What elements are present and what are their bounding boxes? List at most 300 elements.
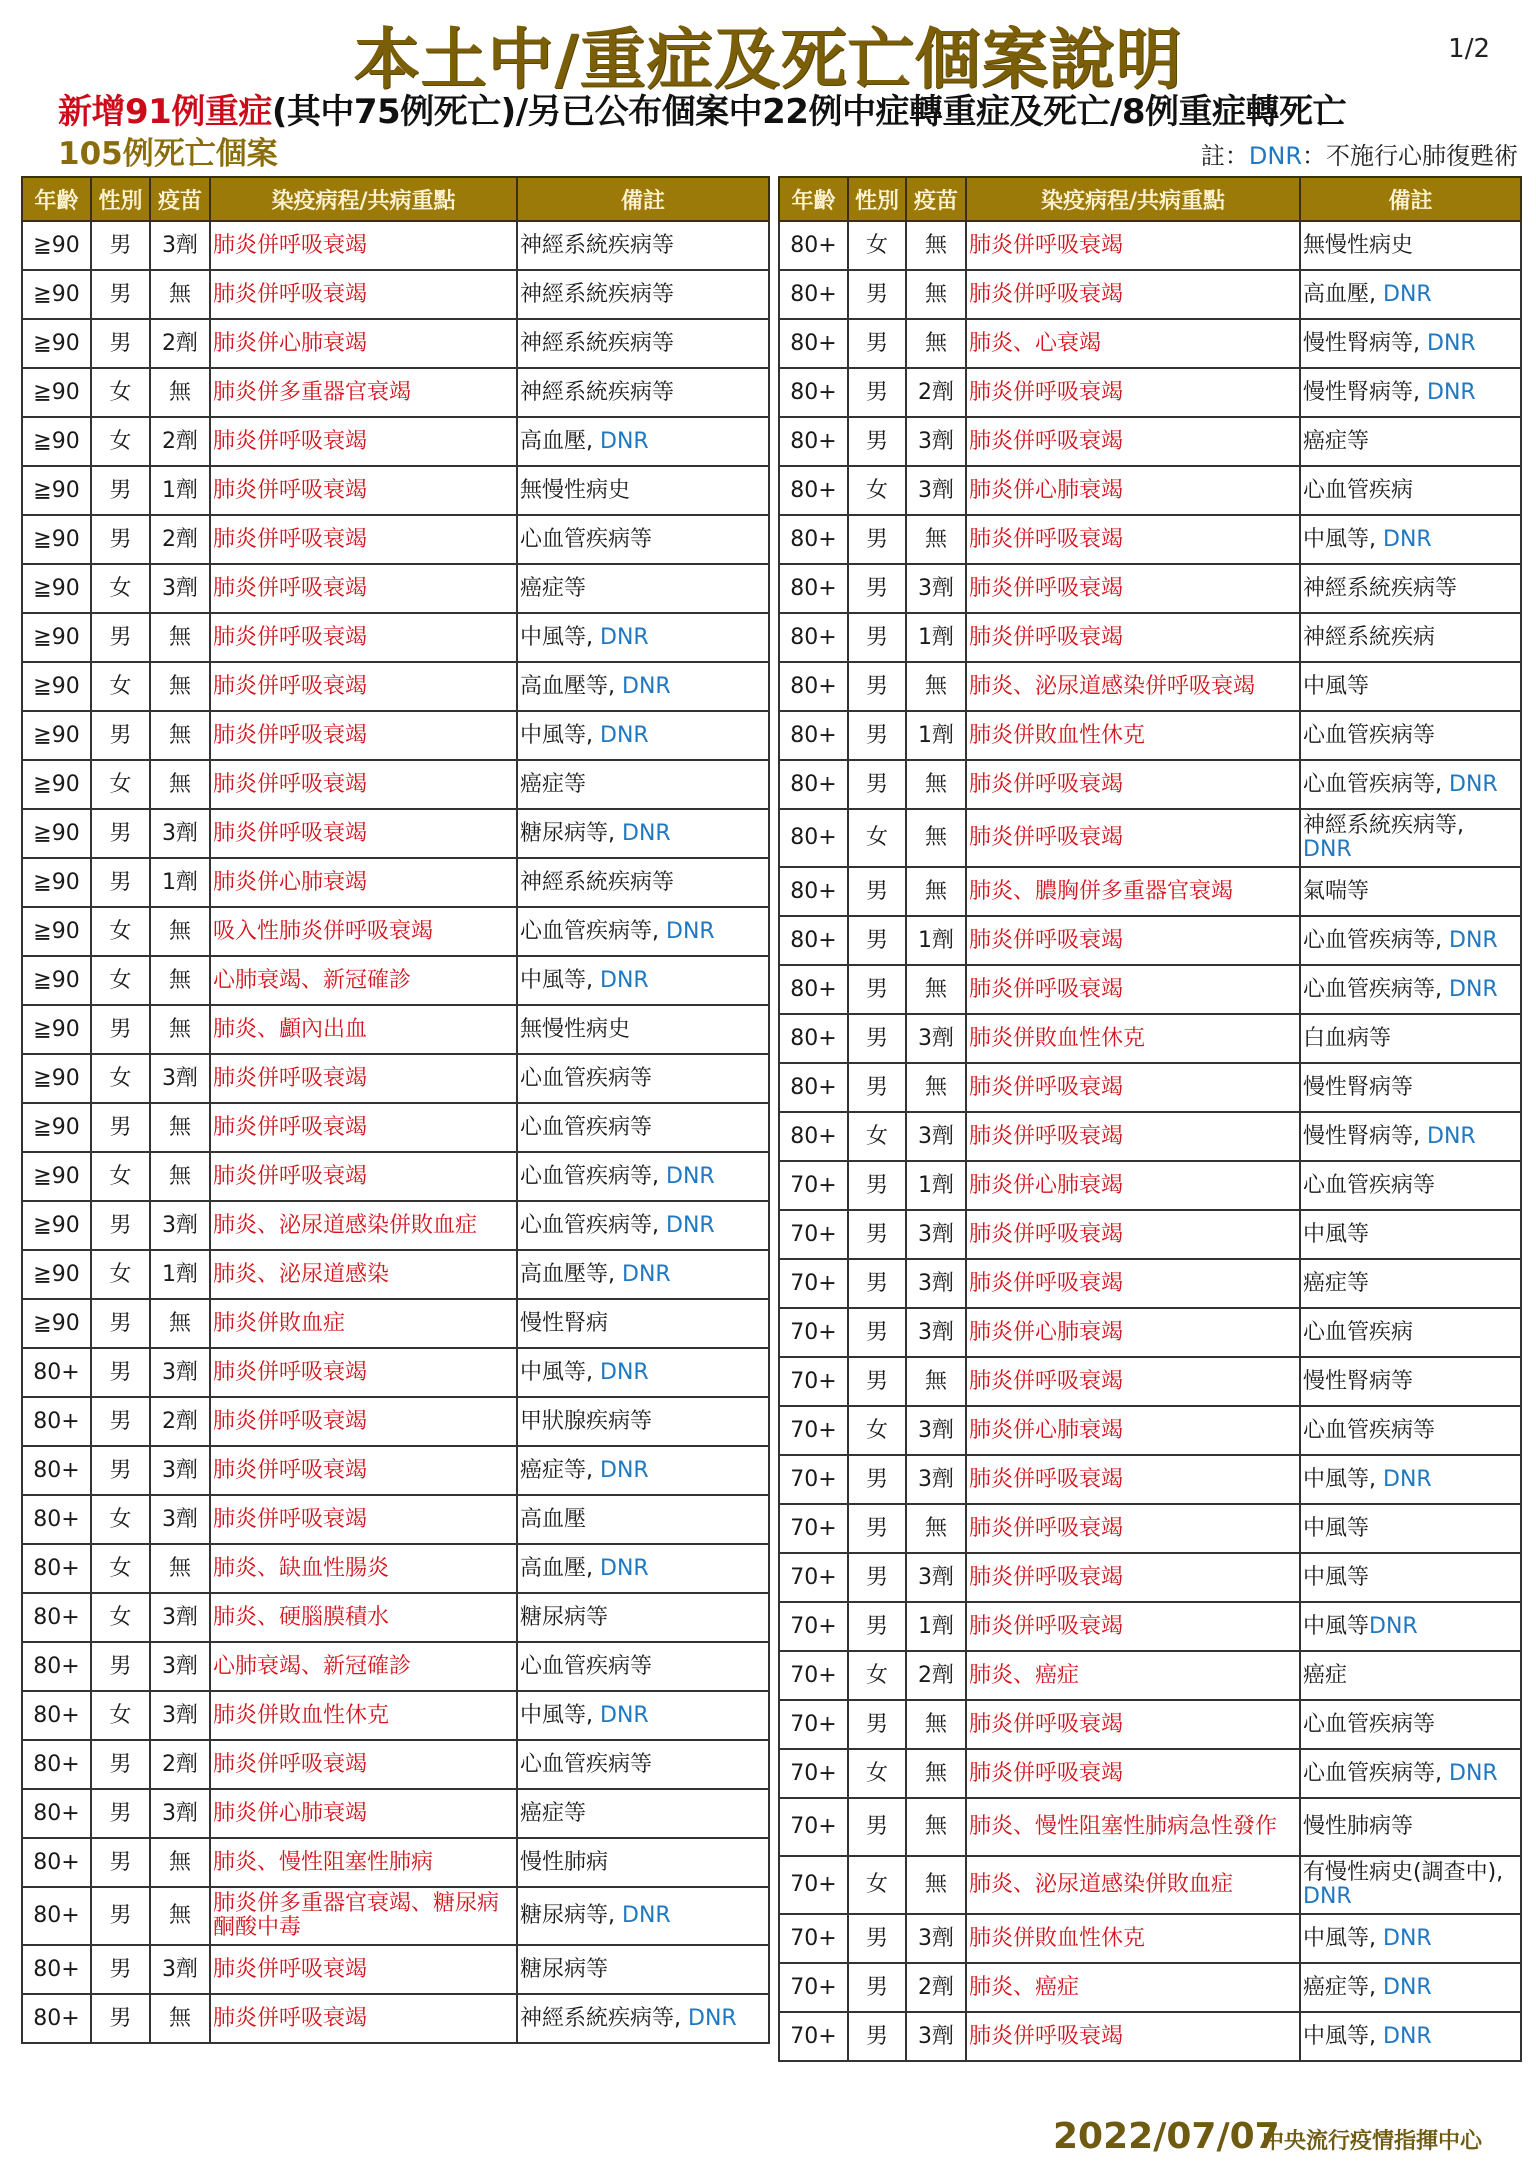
note-text: 心血管疾病等,	[520, 918, 666, 944]
note-text: 癌症等	[1303, 1270, 1370, 1296]
cell-note	[1300, 466, 1521, 515]
dnr-badge: DNR	[666, 1163, 715, 1189]
cell-course: 肺炎併呼吸衰竭	[210, 1945, 517, 1994]
cell-age: 80+	[22, 1348, 91, 1397]
cell-note	[517, 1348, 769, 1397]
cell-course: 肺炎、泌尿道感染併呼吸衰竭	[966, 662, 1300, 711]
note-text: 糖尿病等	[520, 1604, 609, 1630]
cell-note	[1300, 1210, 1521, 1259]
cell-age: 70+	[779, 1259, 848, 1308]
cases-table-right	[778, 176, 1522, 2062]
cell-note	[517, 662, 769, 711]
table-row	[22, 1299, 769, 1348]
cell-vaccine: 無	[150, 1299, 210, 1348]
cell-sex: 男	[91, 1994, 150, 2043]
cell-vaccine: 無	[150, 662, 210, 711]
dnr-badge: DNR	[1427, 1123, 1476, 1149]
note-text: 慢性腎病等,	[1303, 379, 1427, 405]
cell-note	[1300, 711, 1521, 760]
cell-course: 肺炎併多重器官衰竭、糖尿病酮酸中毒	[210, 1887, 517, 1945]
dnr-badge: DNR	[1383, 1974, 1432, 2000]
cell-vaccine: 3劑	[906, 1553, 966, 1602]
cell-age: 80+	[779, 466, 848, 515]
note-text: 中風等	[1303, 1221, 1370, 1247]
cell-age: 80+	[779, 221, 848, 270]
cell-age: 80+	[779, 760, 848, 809]
report-date: 2022/07/07	[1053, 2116, 1280, 2157]
cell-sex: 男	[848, 1504, 906, 1553]
cell-vaccine: 無	[906, 1856, 966, 1914]
cell-note	[1300, 1259, 1521, 1308]
cell-course: 肺炎併呼吸衰竭	[210, 221, 517, 270]
note-text: 神經系統疾病等	[520, 869, 675, 895]
cell-age: 80+	[779, 564, 848, 613]
cell-sex: 男	[91, 1642, 150, 1691]
cell-age: 80+	[779, 1063, 848, 1112]
cell-age: 80+	[22, 1740, 91, 1789]
note-text: 心血管疾病等,	[1303, 976, 1449, 1002]
organization-name: 中央流行疫情指揮中心	[1262, 2129, 1483, 2154]
cell-note	[517, 1397, 769, 1446]
table-row	[779, 564, 1521, 613]
cell-sex: 男	[848, 1700, 906, 1749]
note-text: 心血管疾病等	[1303, 722, 1436, 748]
note-text: 癌症等	[520, 1800, 587, 1826]
cell-course: 肺炎併呼吸衰竭	[210, 1740, 517, 1789]
cell-sex: 女	[91, 662, 150, 711]
cell-vaccine: 無	[150, 956, 210, 1005]
cell-vaccine: 3劑	[906, 466, 966, 515]
table-row	[779, 1210, 1521, 1259]
cell-note	[517, 907, 769, 956]
cell-course: 肺炎併呼吸衰竭	[966, 809, 1300, 867]
cell-vaccine: 3劑	[150, 1642, 210, 1691]
table-row	[779, 1357, 1521, 1406]
note-text: 糖尿病等,	[520, 820, 622, 846]
table-row	[779, 1749, 1521, 1798]
cell-course: 肺炎、心衰竭	[966, 319, 1300, 368]
table-row	[22, 1103, 769, 1152]
cell-note	[1300, 1161, 1521, 1210]
cell-sex: 男	[848, 1553, 906, 1602]
cell-vaccine: 無	[150, 907, 210, 956]
cell-sex: 男	[91, 466, 150, 515]
cell-age: 80+	[22, 1446, 91, 1495]
cell-sex: 女	[91, 1593, 150, 1642]
cell-age: 70+	[779, 1308, 848, 1357]
cell-vaccine: 3劑	[906, 1014, 966, 1063]
dnr-badge: DNR	[622, 820, 671, 846]
cell-note	[1300, 1651, 1521, 1700]
note-text: 心血管疾病等	[520, 1065, 653, 1091]
table-row	[779, 809, 1521, 867]
summary-line	[58, 84, 1346, 133]
note-text: 中風等,	[520, 722, 600, 748]
cell-course: 肺炎併呼吸衰竭	[966, 1112, 1300, 1161]
cell-sex: 男	[848, 1963, 906, 2012]
note-text: 無慢性病史	[520, 477, 631, 503]
cell-age: 80+	[22, 1691, 91, 1740]
table-row	[779, 1504, 1521, 1553]
cell-sex: 女	[91, 1250, 150, 1299]
cell-note	[1300, 1308, 1521, 1357]
cell-note	[517, 1201, 769, 1250]
cell-vaccine: 無	[150, 270, 210, 319]
cell-sex: 男	[91, 1838, 150, 1887]
table-row	[22, 1691, 769, 1740]
cell-course: 肺炎併呼吸衰竭	[966, 1210, 1300, 1259]
cell-course: 肺炎併心肺衰竭	[966, 1406, 1300, 1455]
cell-note	[517, 1740, 769, 1789]
note-text: 慢性腎病等	[1303, 1368, 1414, 1394]
cell-vaccine: 3劑	[150, 1789, 210, 1838]
cell-note	[1300, 867, 1521, 916]
cell-sex: 女	[91, 1152, 150, 1201]
cell-age: 70+	[779, 1856, 848, 1914]
cell-vaccine: 3劑	[150, 221, 210, 270]
cell-note	[1300, 1063, 1521, 1112]
cell-sex: 女	[848, 1651, 906, 1700]
cell-age: ≧90	[22, 417, 91, 466]
cell-note	[517, 1250, 769, 1299]
cell-vaccine: 無	[906, 1357, 966, 1406]
cell-age: ≧90	[22, 662, 91, 711]
cell-note	[1300, 1112, 1521, 1161]
cell-course: 肺炎、硬腦膜積水	[210, 1593, 517, 1642]
table-row	[779, 1700, 1521, 1749]
note-text: 心血管疾病等,	[1303, 1760, 1449, 1786]
cell-sex: 男	[848, 1357, 906, 1406]
note-text: 慢性肺病	[520, 1849, 609, 1875]
table-row	[22, 221, 769, 270]
cell-age: ≧90	[22, 956, 91, 1005]
summary-highlight: 新增91例重症	[58, 92, 272, 132]
cell-sex: 女	[848, 809, 906, 867]
cell-course: 肺炎併多重器官衰竭	[210, 368, 517, 417]
note-text: 癌症等,	[1303, 1974, 1383, 2000]
dnr-badge: DNR	[600, 624, 649, 650]
note-text: 中風等,	[1303, 2023, 1383, 2049]
dnr-badge: DNR	[600, 1555, 649, 1581]
cell-vaccine: 無	[906, 1749, 966, 1798]
col-header-sex: 性別	[91, 177, 150, 221]
cell-vaccine: 無	[906, 1700, 966, 1749]
cell-sex: 男	[91, 1446, 150, 1495]
cell-sex: 男	[848, 1455, 906, 1504]
cell-sex: 女	[91, 760, 150, 809]
cell-vaccine: 無	[150, 1838, 210, 1887]
table-header-row	[22, 177, 769, 221]
cell-sex: 女	[91, 907, 150, 956]
table-row	[22, 1005, 769, 1054]
cell-course: 吸入性肺炎併呼吸衰竭	[210, 907, 517, 956]
cell-vaccine: 3劑	[906, 1112, 966, 1161]
table-row	[22, 907, 769, 956]
table-row	[779, 1112, 1521, 1161]
cell-sex: 女	[848, 1112, 906, 1161]
note-text: 心血管疾病	[1303, 477, 1414, 503]
note-text: 心血管疾病等,	[1303, 927, 1449, 953]
cell-sex: 男	[848, 564, 906, 613]
cell-sex: 女	[91, 1495, 150, 1544]
cell-sex: 男	[848, 417, 906, 466]
note-text: 慢性腎病等	[1303, 1074, 1414, 1100]
cell-note	[517, 1495, 769, 1544]
cell-age: ≧90	[22, 907, 91, 956]
cell-note	[517, 613, 769, 662]
dnr-badge: DNR	[600, 428, 649, 454]
note-text: 神經系統疾病等	[1303, 575, 1458, 601]
cell-note	[1300, 760, 1521, 809]
cell-age: 70+	[779, 1210, 848, 1259]
table-row	[22, 515, 769, 564]
cell-note	[517, 1642, 769, 1691]
table-row	[779, 711, 1521, 760]
note-text: 慢性腎病等,	[1303, 1123, 1427, 1149]
cell-course: 肺炎、慢性阻塞性肺病	[210, 1838, 517, 1887]
cell-course: 肺炎併心肺衰竭	[966, 466, 1300, 515]
cell-course: 肺炎併呼吸衰竭	[966, 916, 1300, 965]
cell-note	[517, 368, 769, 417]
cell-age: 80+	[779, 965, 848, 1014]
cell-course: 肺炎併呼吸衰竭	[210, 1348, 517, 1397]
cell-age: ≧90	[22, 858, 91, 907]
cell-vaccine: 3劑	[150, 809, 210, 858]
table-row	[779, 1651, 1521, 1700]
cell-age: 70+	[779, 1914, 848, 1963]
note-text: 中風等,	[520, 967, 600, 993]
cell-note	[517, 319, 769, 368]
cell-vaccine: 1劑	[906, 613, 966, 662]
cell-age: ≧90	[22, 270, 91, 319]
cell-age: 80+	[779, 613, 848, 662]
table-row	[779, 1161, 1521, 1210]
cell-vaccine: 無	[150, 711, 210, 760]
cell-course: 肺炎併心肺衰竭	[210, 858, 517, 907]
cell-age: 80+	[779, 368, 848, 417]
note-text: 中風等,	[1303, 1925, 1383, 1951]
cell-note	[517, 1103, 769, 1152]
cell-note	[1300, 1856, 1521, 1914]
table-row	[779, 662, 1521, 711]
cell-note	[517, 1838, 769, 1887]
cell-course: 肺炎併呼吸衰竭	[966, 1553, 1300, 1602]
cell-sex: 男	[848, 270, 906, 319]
cell-course: 肺炎併敗血症	[210, 1299, 517, 1348]
note-text: 慢性腎病等,	[1303, 330, 1427, 356]
cell-vaccine: 2劑	[906, 1651, 966, 1700]
cell-course: 肺炎併呼吸衰竭	[210, 1495, 517, 1544]
cell-sex: 男	[848, 1308, 906, 1357]
col-header-vaccine: 疫苗	[150, 177, 210, 221]
cell-age: 80+	[22, 1789, 91, 1838]
cell-note	[1300, 965, 1521, 1014]
table-row	[779, 1259, 1521, 1308]
table-row	[22, 809, 769, 858]
cell-course: 肺炎併呼吸衰竭	[210, 466, 517, 515]
note-text: 無慢性病史	[1303, 232, 1414, 258]
cell-sex: 女	[848, 1856, 906, 1914]
cell-vaccine: 3劑	[906, 2012, 966, 2061]
cell-sex: 女	[848, 466, 906, 515]
dnr-badge: DNR	[1449, 927, 1498, 953]
cell-sex: 女	[91, 1054, 150, 1103]
cell-note	[517, 956, 769, 1005]
note-text: 中風等	[1303, 1515, 1370, 1541]
cell-sex: 男	[848, 965, 906, 1014]
table-row	[779, 1602, 1521, 1651]
cell-sex: 男	[91, 711, 150, 760]
cases-table-left	[21, 176, 770, 2044]
cell-note	[517, 270, 769, 319]
note-text: 心血管疾病等	[520, 1751, 653, 1777]
cell-age: 80+	[779, 809, 848, 867]
cell-course: 肺炎併呼吸衰竭	[210, 1994, 517, 2043]
col-header-note: 備註	[1300, 177, 1521, 221]
cell-course: 肺炎併呼吸衰竭	[210, 1397, 517, 1446]
cell-age: ≧90	[22, 466, 91, 515]
cell-vaccine: 無	[906, 319, 966, 368]
cell-age: 80+	[22, 1994, 91, 2043]
cell-sex: 男	[848, 916, 906, 965]
cell-note	[517, 1994, 769, 2043]
note-text: 中風等	[1303, 1613, 1370, 1639]
cell-course: 肺炎併呼吸衰竭	[210, 760, 517, 809]
cell-course: 肺炎併呼吸衰竭	[210, 662, 517, 711]
cell-course: 心肺衰竭、新冠確診	[210, 1642, 517, 1691]
cell-age: 70+	[779, 1504, 848, 1553]
cell-sex: 男	[848, 2012, 906, 2061]
summary-rest: (其中75例死亡)/另已公布個案中22例中症轉重症及死亡/8例重症轉死亡	[271, 92, 1347, 132]
cell-vaccine: 無	[150, 613, 210, 662]
note-text: 高血壓,	[520, 428, 600, 454]
cell-age: 80+	[22, 1593, 91, 1642]
cell-age: ≧90	[22, 1103, 91, 1152]
note-text: 高血壓	[520, 1506, 587, 1532]
cell-sex: 男	[848, 368, 906, 417]
cell-vaccine: 3劑	[906, 417, 966, 466]
cell-vaccine: 無	[150, 1103, 210, 1152]
cell-age: ≧90	[22, 760, 91, 809]
cell-note	[1300, 1553, 1521, 1602]
table-row	[779, 319, 1521, 368]
table-row	[22, 417, 769, 466]
cell-age: ≧90	[22, 368, 91, 417]
note-text: 白血病等	[1303, 1025, 1392, 1051]
cell-note	[1300, 1914, 1521, 1963]
note-text: 中風等	[1303, 673, 1370, 699]
cell-age: 80+	[779, 867, 848, 916]
cell-sex: 男	[91, 270, 150, 319]
cell-age: 70+	[779, 1798, 848, 1856]
dnr-badge: DNR	[1427, 379, 1476, 405]
note-text: 中風等,	[1303, 526, 1383, 552]
table-row	[22, 466, 769, 515]
cell-age: 80+	[22, 1495, 91, 1544]
col-header-course: 染疫病程/共病重點	[966, 177, 1300, 221]
note-text: 高血壓等,	[520, 1261, 622, 1287]
cell-note	[517, 809, 769, 858]
cell-vaccine: 1劑	[906, 1602, 966, 1651]
table-row	[22, 956, 769, 1005]
note-text: 心血管疾病等,	[520, 1163, 666, 1189]
cell-note	[517, 1544, 769, 1593]
table-row	[779, 368, 1521, 417]
table-row	[779, 417, 1521, 466]
cell-vaccine: 1劑	[150, 1250, 210, 1299]
cell-note	[517, 221, 769, 270]
dnr-badge: DNR	[600, 967, 649, 993]
cell-sex: 女	[848, 1406, 906, 1455]
table-row	[779, 1406, 1521, 1455]
note-prefix: 註：	[1200, 142, 1249, 170]
cell-age: 80+	[779, 662, 848, 711]
col-header-age: 年齡	[22, 177, 91, 221]
table-row	[22, 1201, 769, 1250]
table-row	[779, 1963, 1521, 2012]
cell-note	[517, 417, 769, 466]
cell-sex: 男	[91, 221, 150, 270]
note-text: 癌症等,	[520, 1457, 600, 1483]
cell-sex: 男	[848, 662, 906, 711]
cell-course: 肺炎併敗血性休克	[966, 711, 1300, 760]
note-text: 心血管疾病等	[520, 1653, 653, 1679]
cell-sex: 男	[848, 760, 906, 809]
cell-vaccine: 無	[906, 221, 966, 270]
cell-vaccine: 3劑	[906, 1914, 966, 1963]
cell-note	[1300, 1602, 1521, 1651]
table-row	[779, 613, 1521, 662]
cell-note	[517, 1005, 769, 1054]
col-header-course: 染疫病程/共病重點	[210, 177, 517, 221]
cell-age: 80+	[779, 1112, 848, 1161]
cell-course: 肺炎併敗血性休克	[966, 1914, 1300, 1963]
table-row	[22, 1994, 769, 2043]
cell-sex: 男	[848, 1161, 906, 1210]
note-text: 癌症	[1303, 1662, 1348, 1688]
cell-vaccine: 無	[906, 1063, 966, 1112]
cell-age: 70+	[779, 1602, 848, 1651]
cell-vaccine: 1劑	[150, 858, 210, 907]
cell-course: 肺炎併呼吸衰竭	[966, 613, 1300, 662]
cell-vaccine: 無	[150, 1887, 210, 1945]
dnr-badge: DNR	[666, 1212, 715, 1238]
cell-age: 80+	[22, 1945, 91, 1994]
cell-course: 肺炎併呼吸衰竭	[210, 1446, 517, 1495]
table-row	[22, 613, 769, 662]
note-text: 心血管疾病等	[1303, 1711, 1436, 1737]
cell-vaccine: 3劑	[906, 1259, 966, 1308]
cell-vaccine: 無	[906, 1798, 966, 1856]
cell-course: 肺炎併呼吸衰竭	[210, 613, 517, 662]
cell-age: 80+	[22, 1544, 91, 1593]
cell-age: 70+	[779, 1749, 848, 1798]
table-row	[22, 1642, 769, 1691]
cell-note	[517, 1593, 769, 1642]
cell-note	[1300, 1749, 1521, 1798]
note-text: 心血管疾病等	[1303, 1417, 1436, 1443]
cell-course: 肺炎併心肺衰竭	[210, 1789, 517, 1838]
dnr-badge: DNR	[600, 1359, 649, 1385]
cell-sex: 男	[848, 613, 906, 662]
cell-age: ≧90	[22, 515, 91, 564]
note-text: 糖尿病等	[520, 1956, 609, 1982]
cell-age: ≧90	[22, 809, 91, 858]
note-text: 中風等	[1303, 1564, 1370, 1590]
cell-course: 肺炎、泌尿道感染	[210, 1250, 517, 1299]
cell-sex: 男	[91, 809, 150, 858]
cell-note	[517, 858, 769, 907]
